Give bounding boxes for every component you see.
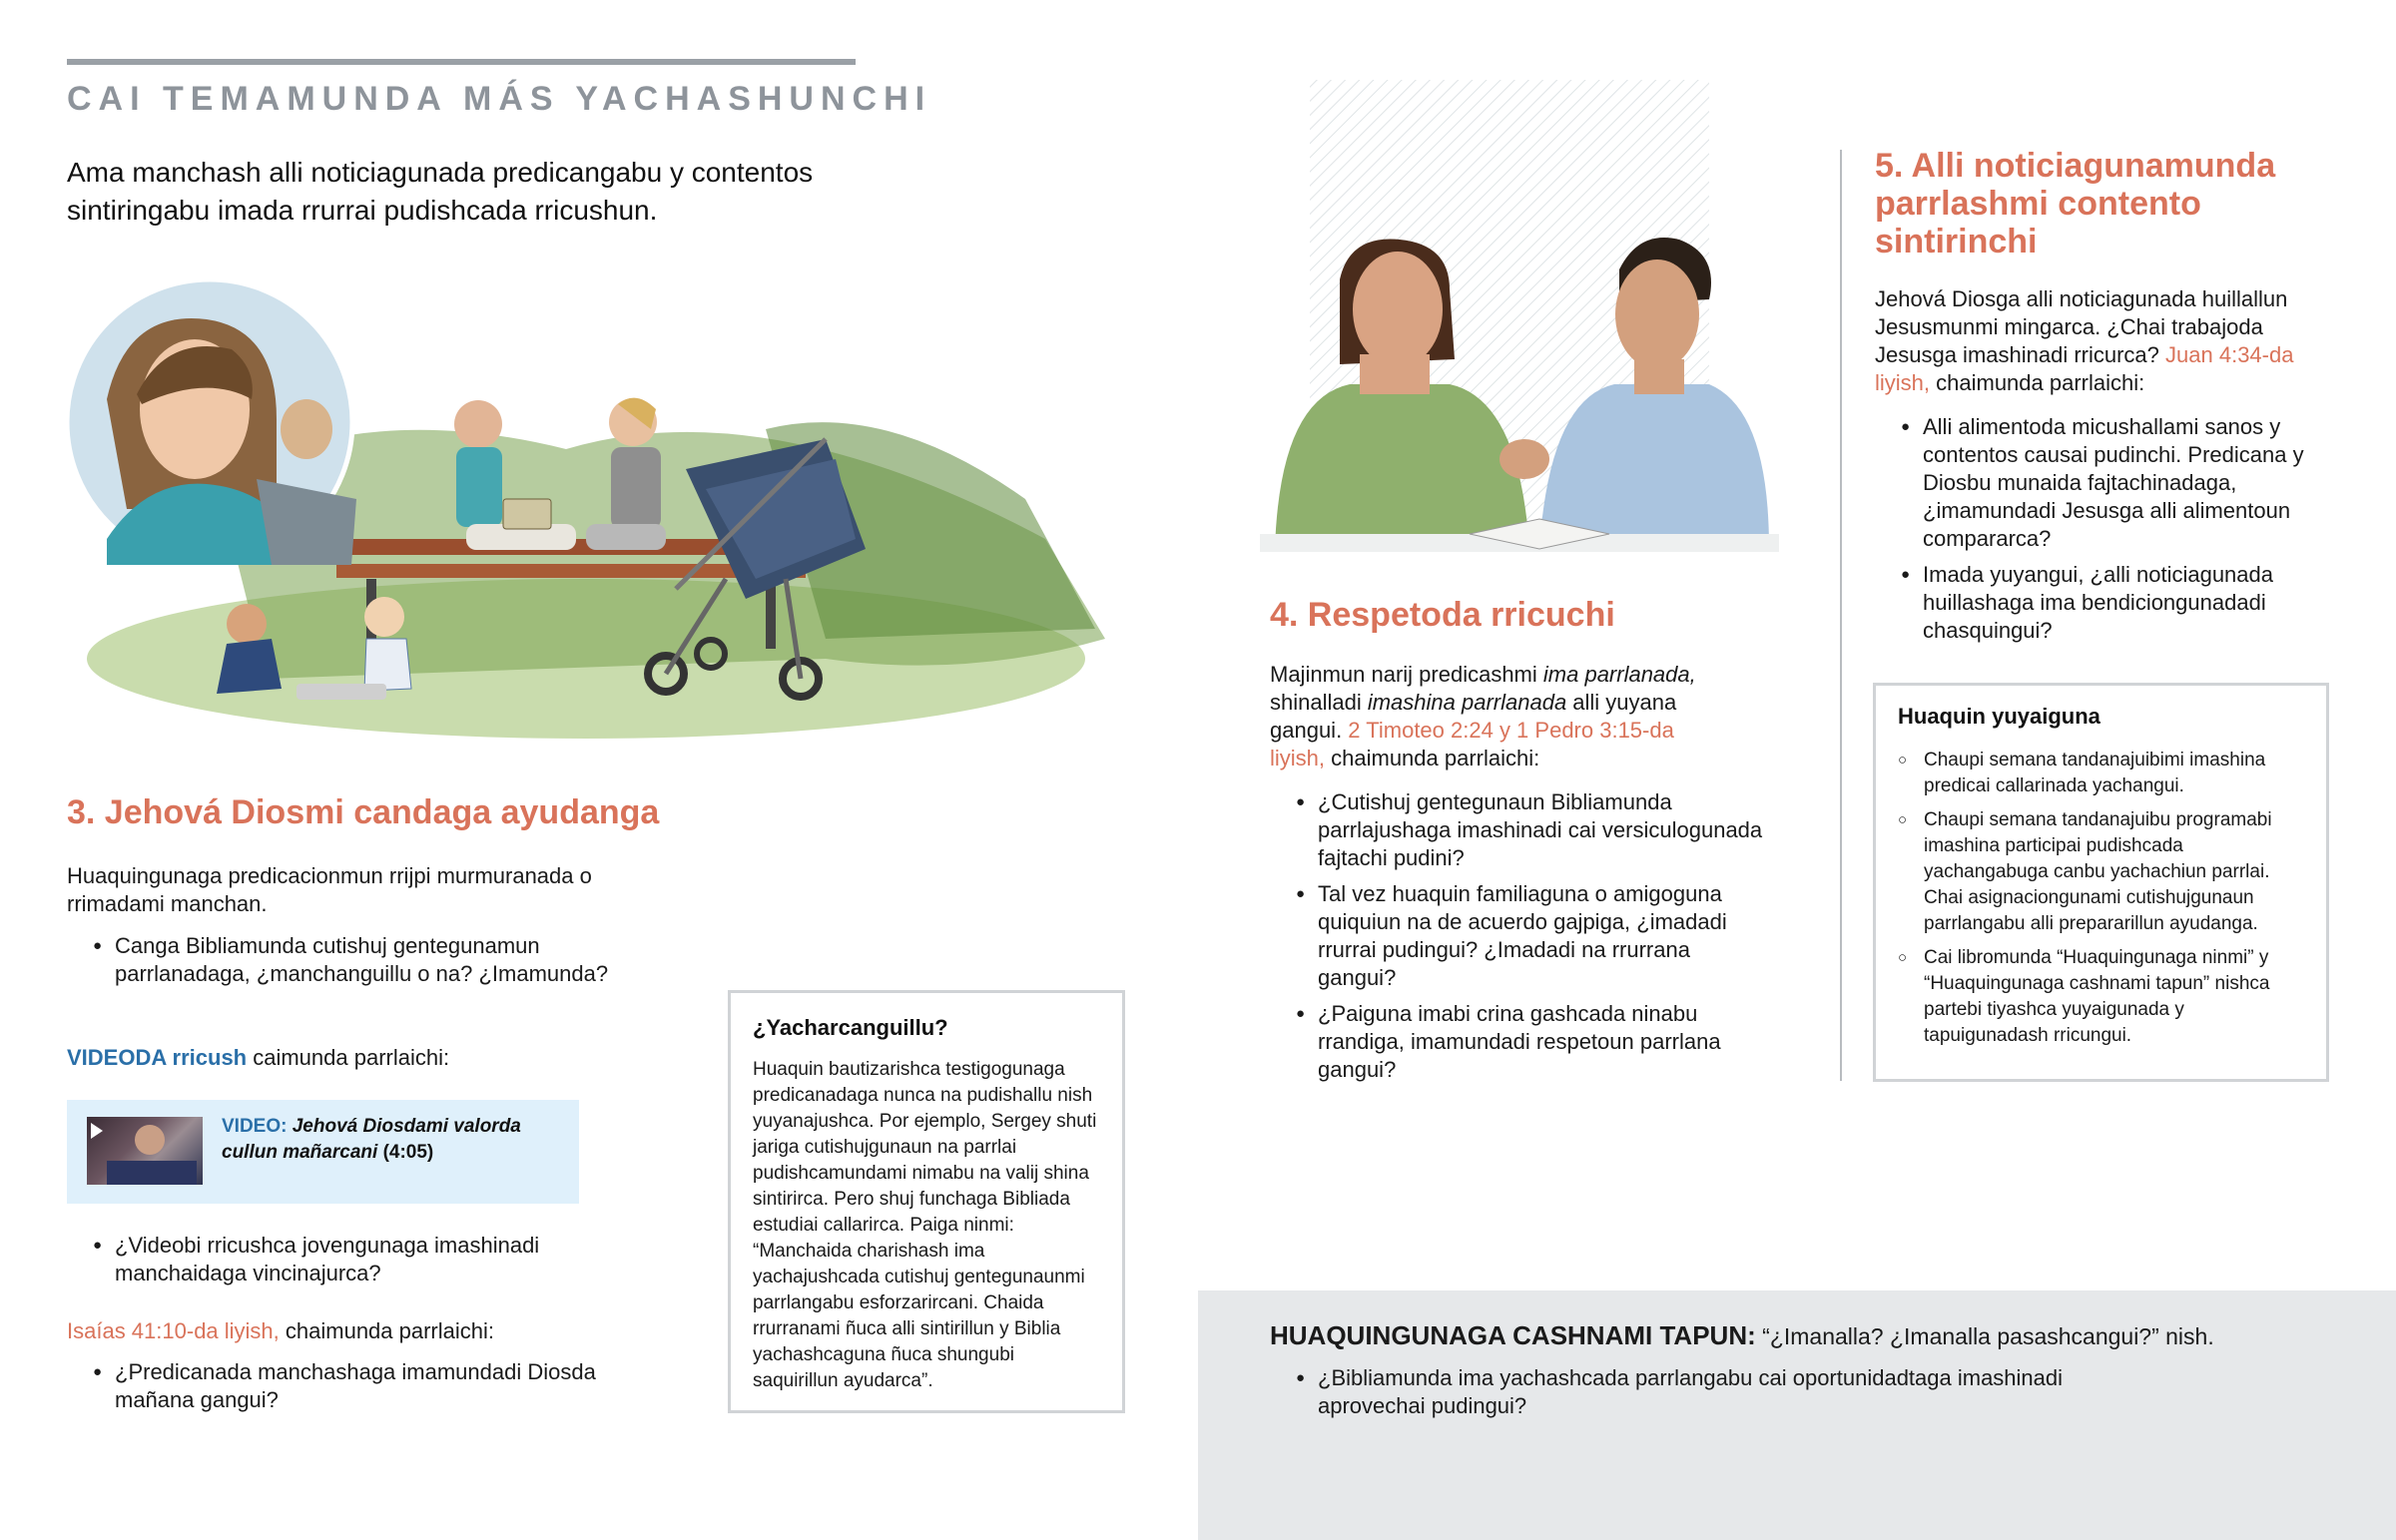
video-link[interactable]: VIDEODA rricush — [67, 1045, 248, 1070]
section5-bullets — [1875, 413, 2334, 653]
thumbnail-face — [135, 1125, 165, 1155]
list-item: ● Canga Bibliamunda cutishuj gentegunamun parrlanadaga, ¿manchanguillu o na? ¿Imamunda? — [67, 932, 646, 988]
list-item: ● ¿Predicanada manchashaga imamundadi Diosda mañana gangui? — [67, 1358, 646, 1414]
closing-panel — [1198, 1290, 2396, 1540]
park-illustration — [67, 279, 1105, 778]
closing-label: HUAQUINGUNAGA CASHNAMI TAPUN: — [1270, 1320, 1756, 1350]
video-caption[interactable] — [222, 1114, 561, 1166]
list-item: ● Alli alimentoda micushallami sanos y contentos causai pudinchi. Predicana y Diosbu munaida fajtachinadaga, ¿imamundadi Jesusga alli alimentoun compararca? — [1875, 413, 2334, 553]
play-icon — [91, 1123, 103, 1139]
video-thumbnail[interactable] — [87, 1117, 203, 1185]
conversation-illustration — [1260, 80, 1779, 559]
isaias-prompt-rest: chaimunda parrlaichi: — [279, 1318, 495, 1343]
ideas-title: Huaquin yuyaiguna — [1898, 704, 2100, 729]
ideas-box — [1873, 683, 2329, 1082]
did-you-know-text: Huaquin bautizarishca testigogunaga predicanadaga nunca na pudishallu nish yuyanajushca. Por ejemplo, Sergey shuti jariga cutishujgunaun na parrlai pudishcamundami nimabu na valij shina sintirirca. Pero shuj funchaga Bibliada estudiai callarirca. Paiga ninmi: “Manchaida charishash ima yachajushcada cutishuj gentegunaunmi parrlangabu esforzarircani. Chaida rrurranami ñuca alli sintirillun y Biblia yachashcaguna ñuca shungubi saquirillun ayudarca”. — [753, 1059, 1097, 1391]
scripture-ref[interactable]: Isaías 41:10-da liyish, — [67, 1318, 280, 1343]
video-duration: (4:05) — [382, 1142, 434, 1163]
section3-bullets-2 — [67, 1232, 646, 1295]
list-item: ● ¿Paiguna imabi crina gashcada ninabu rrandiga, imamundadi respetoun parrlana gangui? — [1270, 1000, 1769, 1084]
section4-text-c: alli yuyana gangui. — [1270, 690, 1677, 743]
list-item: ● Tal vez huaquin familiaguna o amigoguna quiquiun na de acuerdo gajpiga, ¿imadadi rrurrai pudingui? ¿Imadadi na rrurrana gangui? — [1270, 880, 1769, 992]
section3-paragraph: Huaquingunaga predicacionmun rrijpi murmuranada o rrimadami manchan. — [67, 863, 592, 916]
list-item: ● ¿Bibliamunda ima yachashcada parrlangabu cai oportunidadtaga imashinadi aprovechai pudingui? — [1270, 1364, 2168, 1420]
ideas-list — [1898, 748, 2306, 1049]
section3-heading: 3. Jehová Diosmi candaga ayudanga — [67, 793, 660, 831]
thumbnail-book — [107, 1161, 197, 1185]
section5-paragraph — [1875, 285, 2334, 397]
video-prompt-rest: caimunda parrlaichi: — [247, 1045, 450, 1070]
column-divider — [1840, 150, 1842, 1081]
closing-bullets — [1270, 1364, 2168, 1428]
kicker-title: CAI TEMAMUNDA MÁS YACHASHUNCHI — [67, 80, 932, 118]
list-item: ● ¿Cutishuj gentegunaun Bibliamunda parrlajushaga imashinadi cai versiculogunada fajtachi pudini? — [1270, 788, 1769, 872]
section4-em-1: ima parrlanada, — [1542, 662, 1696, 687]
isaias-prompt — [67, 1317, 666, 1345]
list-item: ● Imada yuyangui, ¿alli noticiagunada huillashaga ima bendiciongunadadi chasquingui? — [1875, 561, 2334, 645]
list-item: ○ Chaupi semana tandanajuibu programabi imashina participai pudishcada yachangabuga canbu yachachiun parrlai. Chai asignaciongunami cutishujgunaun parrlangabu alli prepararillun ayudanga. — [1898, 807, 2306, 937]
section4-heading: 4. Respetoda rricuchi — [1270, 596, 1615, 634]
video-label: VIDEO: — [222, 1116, 288, 1137]
scripture-ref[interactable]: 2 Timoteo 2:24 y 1 Pedro 3:15-da liyish, — [1270, 718, 1674, 770]
section3-bullets-3 — [67, 1358, 646, 1422]
video-prompt — [67, 1044, 666, 1072]
section5-ref-rest: chaimunda parrlaichi: — [1930, 370, 2145, 395]
did-you-know-box — [728, 990, 1125, 1413]
section4-bullets — [1270, 788, 1769, 1092]
closing-question — [1270, 1320, 2348, 1351]
section4-paragraph — [1270, 661, 1729, 772]
video-title: Jehová Diosdami valorda cullun mañarcani — [222, 1116, 521, 1163]
list-item: ○ Chaupi semana tandanajuibimi imashina predicai callarinada yachangui. — [1898, 748, 2306, 799]
top-rule — [67, 59, 856, 65]
list-item: ● ¿Videobi rricushca jovengunaga imashinadi manchaidaga vincinajurca? — [67, 1232, 646, 1287]
section4-text-a: Majinmun narij predicashmi — [1270, 662, 1543, 687]
section5-heading: 5. Alli noticiagunamunda parrlashmi contento sintirinchi — [1875, 147, 2276, 260]
section3-bullets-1 — [67, 932, 646, 996]
intro-paragraph: Ama manchash alli noticiagunada predicangabu y contentos sintiringabu imada rrurrai pudishcada rricushun. — [67, 157, 814, 226]
section5-text: Jehová Diosga alli noticiagunada huillallun Jesusmunmi mingarca. ¿Chai trabajoda Jesusga imashinadi rricurca? — [1875, 286, 2288, 367]
section4-text-b: shinalladi — [1270, 690, 1368, 715]
did-you-know-title: ¿Yacharcanguillu? — [753, 1015, 948, 1040]
list-item: ○ Cai libromunda “Huaquingunaga ninmi” y “Huaquingunaga cashnami tapun” nishca partebi tiyashca yuyaigunada y tapuigunadash rricungui. — [1898, 945, 2306, 1049]
video-card[interactable] — [67, 1100, 579, 1204]
scripture-ref[interactable]: Juan 4:34-da liyish, — [1875, 342, 2294, 395]
closing-quote: “¿Imanalla? ¿Imanalla pasashcangui?” nish. — [1755, 1323, 2214, 1349]
section4-ref-rest: chaimunda parrlaichi: — [1325, 746, 1540, 770]
section4-em-2: imashina parrlanada — [1367, 690, 1567, 715]
